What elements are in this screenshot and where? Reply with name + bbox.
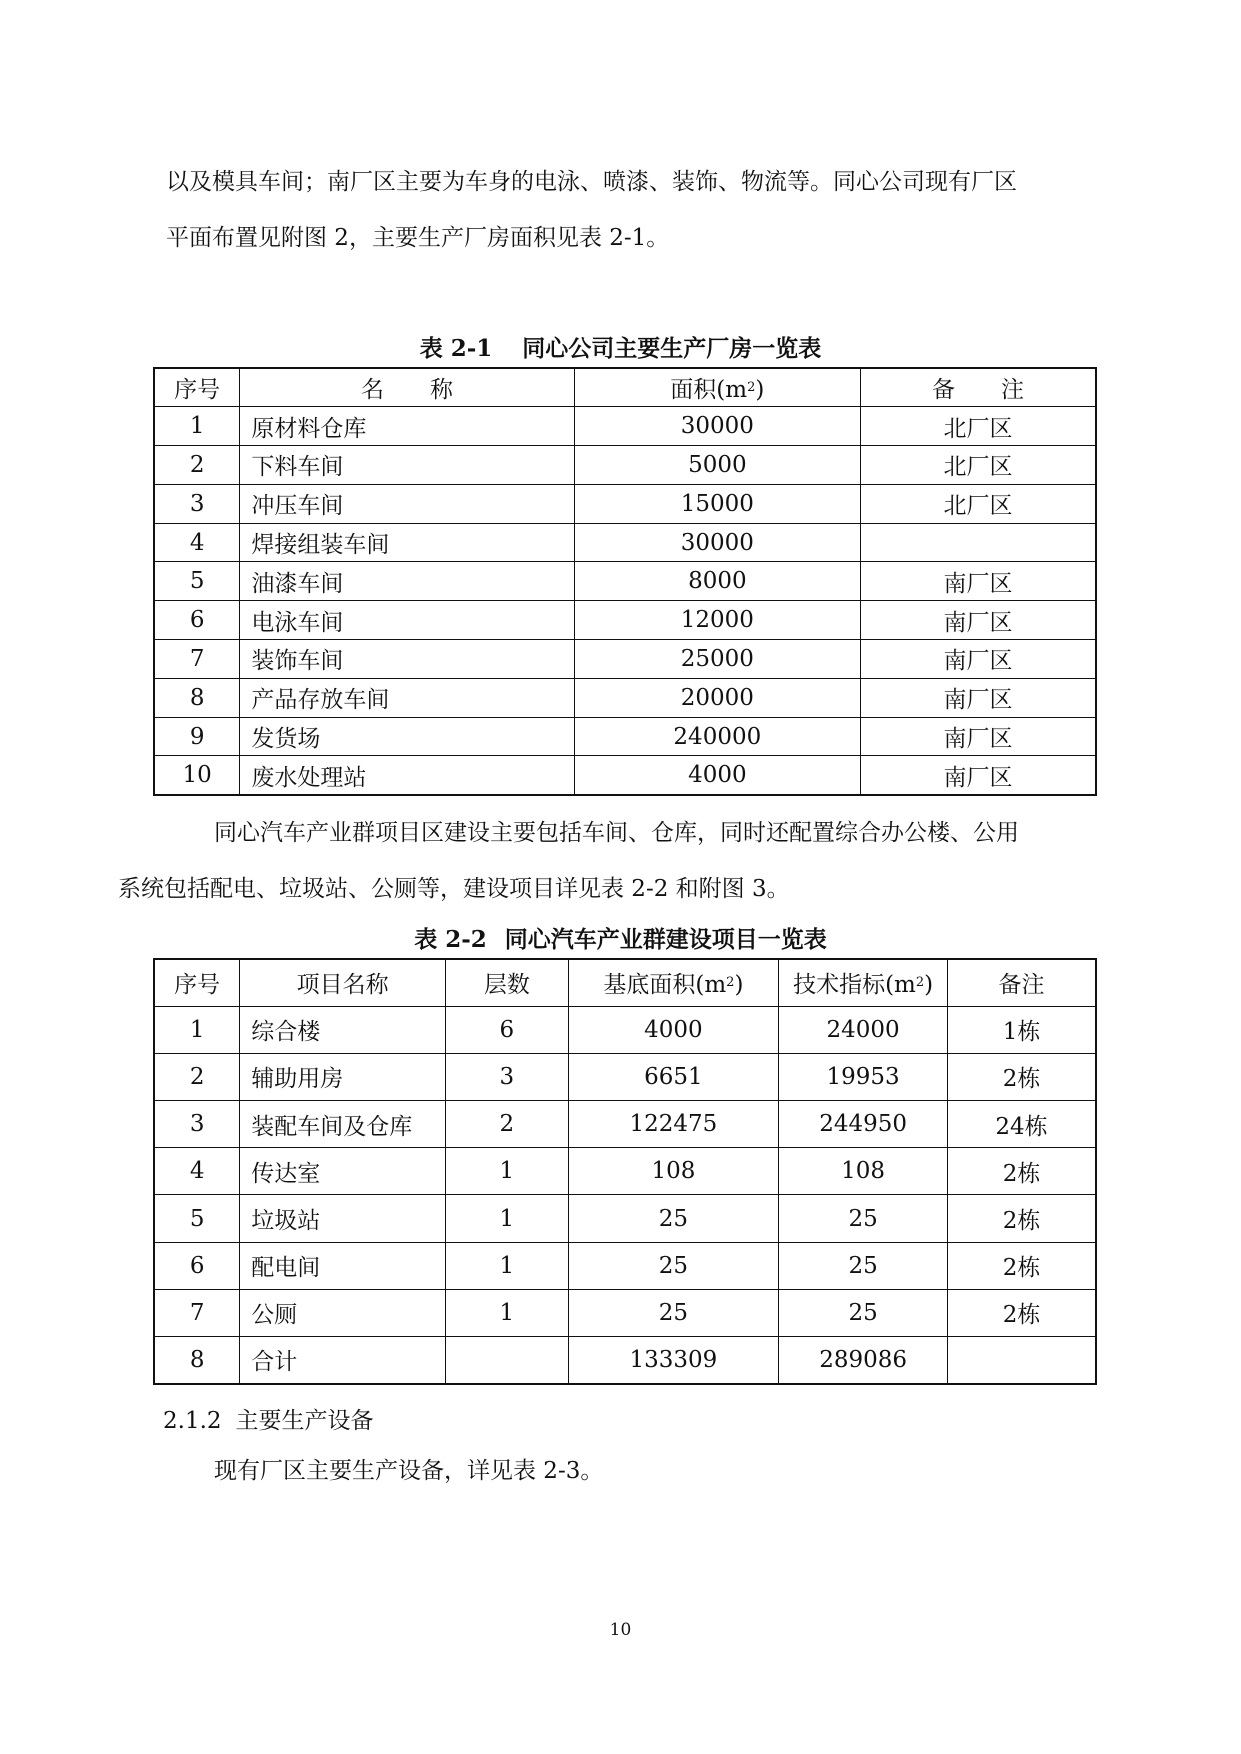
table1-caption-number: 表 2-1 [419,335,493,362]
cell-base-area: 133309 [568,1337,779,1384]
cell-floors: 1 [446,1148,569,1195]
table2-caption-number: 表 2-2 [414,926,487,953]
cell-floors: 3 [446,1053,569,1100]
cell-tech: 289086 [779,1337,948,1384]
cell-note: 南厂区 [860,678,1096,717]
section-number: 2.1.2 [163,1408,222,1434]
cell-seq: 5 [154,562,240,601]
table2-header-row [154,959,1096,1006]
cell-note: 2栋 [948,1195,1096,1242]
cell-note: 2栋 [948,1148,1096,1195]
table-row [154,446,1096,485]
table2-caption [0,921,1241,954]
cell-seq: 3 [154,1101,240,1148]
cell-floors: 6 [446,1006,569,1053]
cell-area: 30000 [574,523,860,562]
cell-seq: 4 [154,523,240,562]
cell-base-area: 4000 [568,1006,779,1053]
cell-area: 4000 [574,756,860,795]
cell-floors: 1 [446,1242,569,1289]
cell-name: 产品存放车间 [240,678,574,717]
cell-base-area: 25 [568,1195,779,1242]
table-row [154,562,1096,601]
cell-note: 2栋 [948,1053,1096,1100]
cell-tech: 108 [779,1148,948,1195]
cell-name: 公厕 [240,1289,446,1336]
table1-caption-title: 同心公司主要生产厂房一览表 [522,335,822,362]
section-paragraph [166,1443,1096,1499]
cell-seq: 3 [154,484,240,523]
table2-header-tech: 技术指标$(m^2)$ [779,959,948,1006]
table-row [154,1006,1096,1053]
cell-note: 南厂区 [860,717,1096,756]
table-row [154,1053,1096,1100]
intro-line-2: 平面布置见附图 2，主要生产厂房面积见表 2-1。 [166,225,670,251]
page-number: 10 [609,1620,632,1640]
cell-note: 南厂区 [860,601,1096,640]
table2-caption-title: 同心汽车产业群建设项目一览表 [504,926,827,953]
cell-note: 2栋 [948,1289,1096,1336]
table-row [154,1242,1096,1289]
table1-caption [0,330,1241,363]
cell-name: 装饰车间 [240,640,574,679]
cell-floors: 1 [446,1289,569,1336]
intro-line-1: 以及模具车间；南厂区主要为车身的电泳、喷漆、装饰、物流等。同心公司现有厂区 [166,169,1017,195]
cell-name: 综合楼 [240,1006,446,1053]
section-title: 主要生产设备 [235,1408,374,1434]
cell-note [860,523,1096,562]
middle-line-1: 同心汽车产业群项目区建设主要包括车间、仓库，同时还配置综合办公楼、公用 [214,820,1019,846]
cell-seq: 10 [154,756,240,795]
cell-note: 24栋 [948,1101,1096,1148]
table-row [154,756,1096,795]
cell-note: 南厂区 [860,756,1096,795]
cell-seq: 7 [154,1289,240,1336]
cell-note: 北厂区 [860,484,1096,523]
cell-name: 装配车间及仓库 [240,1101,446,1148]
cell-tech: 25 [779,1242,948,1289]
cell-seq: 5 [154,1195,240,1242]
cell-seq: 6 [154,601,240,640]
cell-name: 辅助用房 [240,1053,446,1100]
cell-seq: 2 [154,446,240,485]
table2-header-floors: 层数 [446,959,569,1006]
middle-paragraph [118,805,1096,917]
cell-name: 传达室 [240,1148,446,1195]
cell-name: 配电间 [240,1242,446,1289]
table-row [154,1337,1096,1384]
cell-floors: 2 [446,1101,569,1148]
table-row [154,1195,1096,1242]
table-row [154,601,1096,640]
table2-header-note: 备注 [948,959,1096,1006]
cell-seq: 8 [154,1337,240,1384]
cell-note: 南厂区 [860,562,1096,601]
cell-seq: 1 [154,407,240,446]
table-row [154,1289,1096,1336]
cell-base-area: 25 [568,1289,779,1336]
cell-area: 20000 [574,678,860,717]
cell-area: 25000 [574,640,860,679]
table-row [154,678,1096,717]
table-row [154,1101,1096,1148]
cell-tech: 25 [779,1195,948,1242]
table-row [154,407,1096,446]
cell-name: 下料车间 [240,446,574,485]
table1-header-seq: 序号 [154,368,240,407]
middle-line-2: 系统包括配电、垃圾站、公厕等，建设项目详见表 2-2 和附图 3。 [118,876,790,902]
table2 [153,958,1097,1385]
table-row [154,523,1096,562]
cell-name: 原材料仓库 [240,407,574,446]
cell-name: 发货场 [240,717,574,756]
cell-area: 15000 [574,484,860,523]
intro-paragraph [166,154,1096,266]
cell-area: 30000 [574,407,860,446]
table-row [154,484,1096,523]
cell-area: 5000 [574,446,860,485]
cell-tech: 244950 [779,1101,948,1148]
cell-base-area: 108 [568,1148,779,1195]
cell-base-area: 25 [568,1242,779,1289]
cell-note: 北厂区 [860,446,1096,485]
table2-header-base-area: 基底面积$(m^2)$ [568,959,779,1006]
cell-floors [446,1337,569,1384]
cell-name: 合计 [240,1337,446,1384]
cell-area: 8000 [574,562,860,601]
table1-header-note: 备 注 [860,368,1096,407]
section-heading [163,1402,374,1435]
cell-seq: 6 [154,1242,240,1289]
cell-name: 油漆车间 [240,562,574,601]
cell-note: 2栋 [948,1242,1096,1289]
cell-name: 焊接组装车间 [240,523,574,562]
cell-area: 240000 [574,717,860,756]
table-row [154,1148,1096,1195]
table-row [154,640,1096,679]
table1-header-name: 名 称 [240,368,574,407]
table1 [153,367,1097,796]
cell-note: 北厂区 [860,407,1096,446]
cell-seq: 7 [154,640,240,679]
cell-floors: 1 [446,1195,569,1242]
cell-note: 1栋 [948,1006,1096,1053]
cell-note: 南厂区 [860,640,1096,679]
table1-header-area: 面积$(m^2)$ [574,368,860,407]
cell-seq: 1 [154,1006,240,1053]
table-row [154,717,1096,756]
cell-base-area: 122475 [568,1101,779,1148]
cell-note [948,1337,1096,1384]
cell-seq: 4 [154,1148,240,1195]
section-text: 现有厂区主要生产设备，详见表 2-3。 [214,1458,604,1484]
cell-tech: 25 [779,1289,948,1336]
cell-tech: 24000 [779,1006,948,1053]
cell-name: 冲压车间 [240,484,574,523]
table1-header-row [154,368,1096,407]
table2-header-name: 项目名称 [240,959,446,1006]
cell-area: 12000 [574,601,860,640]
cell-seq: 2 [154,1053,240,1100]
cell-name: 废水处理站 [240,756,574,795]
cell-tech: 19953 [779,1053,948,1100]
cell-name: 电泳车间 [240,601,574,640]
cell-seq: 8 [154,678,240,717]
cell-seq: 9 [154,717,240,756]
cell-base-area: 6651 [568,1053,779,1100]
cell-name: 垃圾站 [240,1195,446,1242]
table2-header-seq: 序号 [154,959,240,1006]
